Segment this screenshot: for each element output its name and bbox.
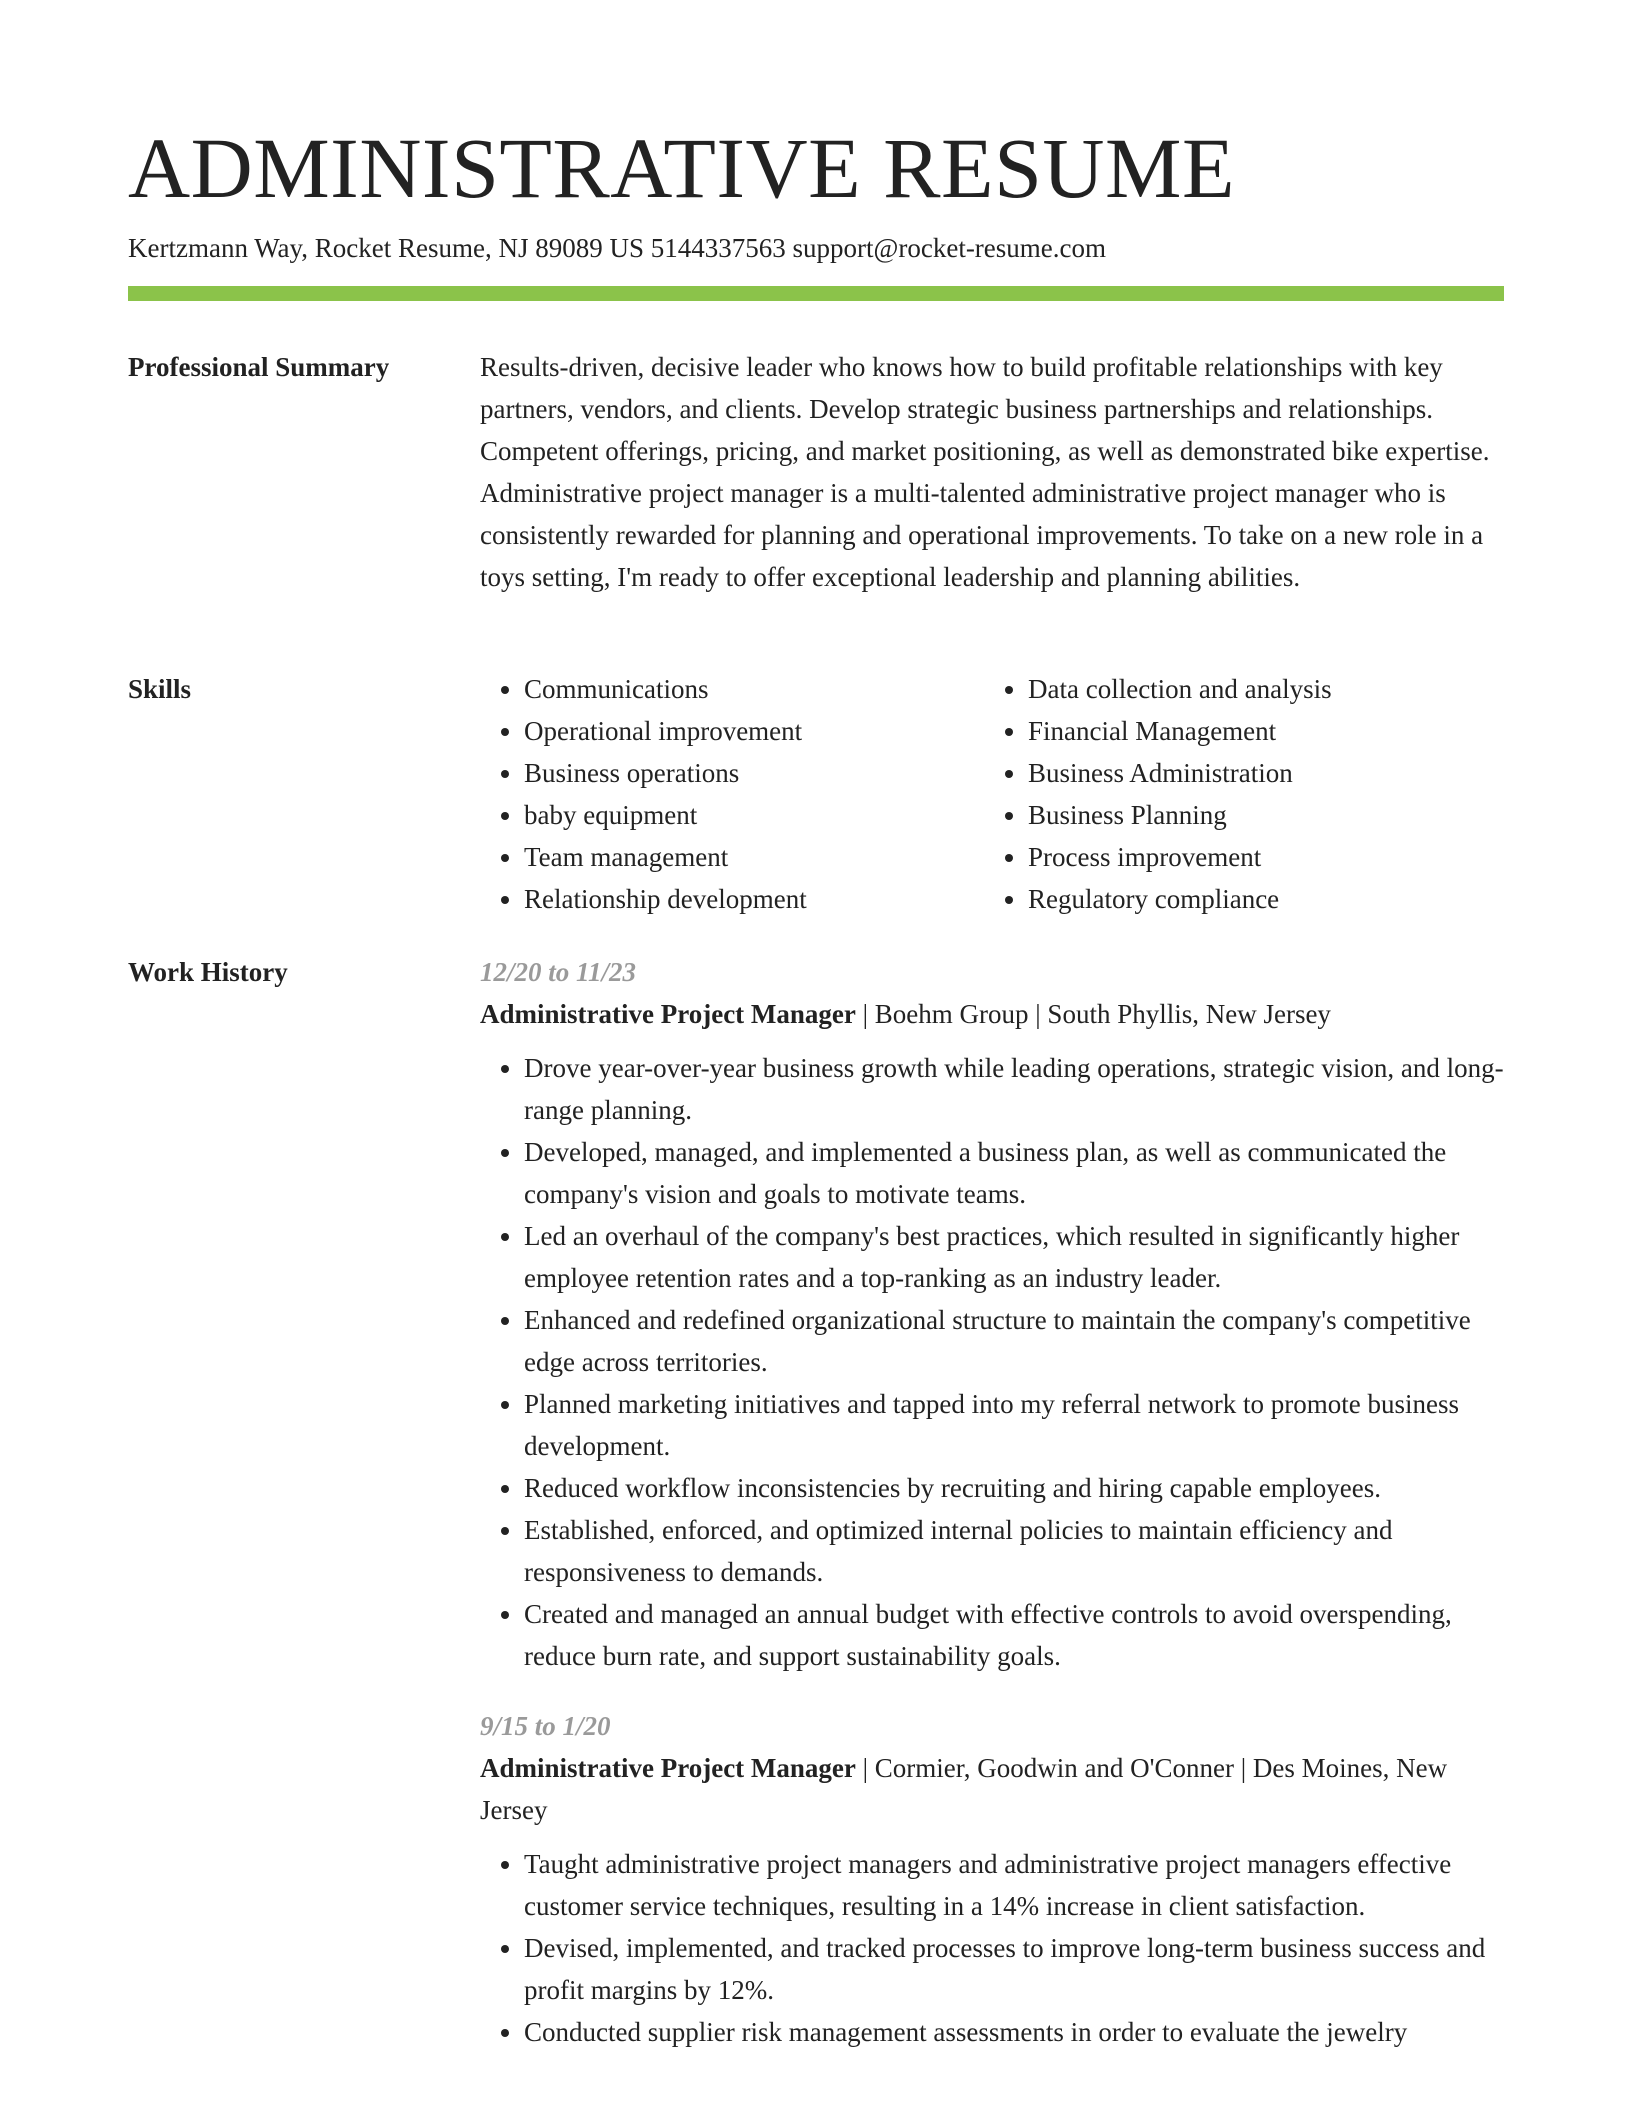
job-dates: 12/20 to 11/23: [480, 957, 637, 987]
job-bullet: • Developed, managed, and implemented a business plan, as well as communicated the company's vision and goals to motivate teams.: [524, 1131, 1504, 1215]
skill-item: • Communications: [524, 668, 984, 710]
job-bullet: • Led an overhaul of the company's best practices, which resulted in significantly higher employee retention rates and a top-ranking as an industry leader.: [524, 1215, 1504, 1299]
job-details: | Cormier, Goodwin and O'Conner | Des Moines, New Jersey: [480, 1753, 1448, 1825]
job-entry: [480, 951, 1504, 1677]
job-bullet: • Reduced workflow inconsistencies by recruiting and hiring capable employees.: [524, 1467, 1504, 1509]
work-history-label: Work History: [128, 957, 288, 987]
job-bullet: • Created and managed an annual budget with effective controls to avoid overspending, reduce burn rate, and support sustainability goals.: [524, 1593, 1504, 1677]
summary-label: Professional Summary: [128, 352, 390, 382]
job-bullets: [480, 1047, 1504, 1677]
skill-item: • Process improvement: [1028, 836, 1488, 878]
job-dates: 9/15 to 1/20: [480, 1711, 611, 1741]
work-history-section: [480, 951, 1504, 2081]
job-role: Administrative Project Manager: [480, 1753, 856, 1783]
job-title-line: [480, 993, 1504, 1035]
job-title-line: [480, 1747, 1504, 1831]
job-entry: [480, 1705, 1504, 2053]
skills-label: Skills: [128, 674, 192, 704]
skill-item: • Regulatory compliance: [1028, 878, 1488, 920]
job-bullet: • Drove year-over-year business growth while leading operations, strategic vision, and long-range planning.: [524, 1047, 1504, 1131]
summary-section: [480, 346, 1504, 598]
job-bullet: • Conducted supplier risk management assessments in order to evaluate the jewelry: [524, 2011, 1504, 2053]
skill-item: • Financial Management: [1028, 710, 1488, 752]
skill-item: • Business Administration: [1028, 752, 1488, 794]
skill-item: • Data collection and analysis: [1028, 668, 1488, 710]
job-bullet: • Devised, implemented, and tracked processes to improve long-term business success and profit margins by 12%.: [524, 1927, 1504, 2011]
accent-divider: [128, 286, 1504, 301]
job-details: | Boehm Group | South Phyllis, New Jersey: [855, 999, 1331, 1029]
job-role: Administrative Project Manager: [480, 999, 856, 1029]
job-bullet: • Planned marketing initiatives and tapped into my referral network to promote business development.: [524, 1383, 1504, 1467]
skill-item: • Business Planning: [1028, 794, 1488, 836]
contact-line: Kertzmann Way, Rocket Resume, NJ 89089 US 5144337563 support@rocket-resume.com: [128, 233, 1107, 263]
skills-list-left: [480, 668, 984, 920]
skill-item: • Relationship development: [524, 878, 984, 920]
skill-item: • Operational improvement: [524, 710, 984, 752]
summary-text: Results-driven, decisive leader who knows how to build profitable relationships with key partners, vendors, and clients. Develop strategic business partnerships and relationships. Competent offerings, pricing, and market positioning, as well as demonstrated bike expertise. Administrative project manager is a multi-talented administrative project manager who is consistently rewarded for planning and operational improvements. To take on a new role in a toys setting, I'm ready to offer exceptional leadership and planning abilities.: [480, 352, 1490, 592]
resume-title: ADMINISTRATIVE RESUME: [128, 120, 1235, 216]
skills-list-right: [984, 668, 1488, 920]
skills-section: [480, 668, 1504, 920]
job-bullets: [480, 1843, 1504, 2053]
job-bullet: • Enhanced and redefined organizational structure to maintain the company's competitive edge across territories.: [524, 1299, 1504, 1383]
job-bullet: • Taught administrative project managers and administrative project managers effective customer service techniques, resulting in a 14% increase in client satisfaction.: [524, 1843, 1504, 1927]
skill-item: • Team management: [524, 836, 984, 878]
job-bullet: • Established, enforced, and optimized internal policies to maintain efficiency and responsiveness to demands.: [524, 1509, 1504, 1593]
skill-item: • baby equipment: [524, 794, 984, 836]
skill-item: • Business operations: [524, 752, 984, 794]
